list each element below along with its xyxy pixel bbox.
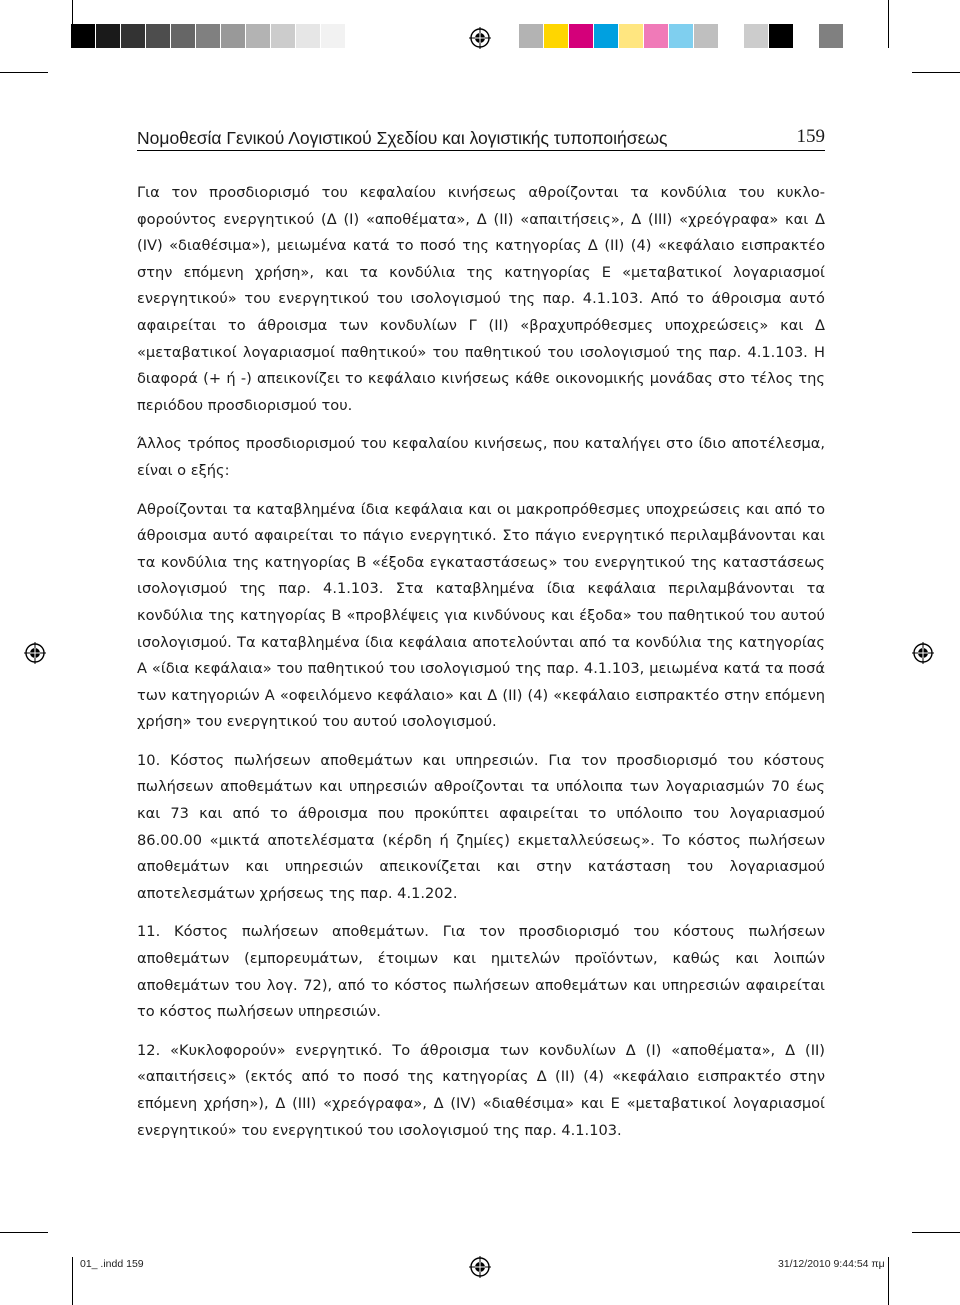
crop-mark-top-left-h (0, 72, 48, 73)
color-swatch (171, 24, 195, 48)
color-swatch (196, 24, 220, 48)
color-swatch (569, 24, 593, 48)
paragraph: 10. Κόστος πωλήσεων αποθεμάτων και υπηρεσιών. Για τον προσδιορισμό του κόστους πωλήσεων αποθεμάτων και υπηρεσιών αθροίζονται τα υπόλοιπα των λογαριασμών 70 έως και 73 και από το άθροισμα που προκύπτει αφαιρείται το υπόλοιπο του λογαριασμού 86.00.00 «μικτά αποτελέσματα (κέρδη ή ζημίες) εκμεταλλεύσεως». Το κόστος πωλήσεων αποθεμάτων και υπηρεσιών απεικονίζεται και στην κατάσταση του λογαριασμού αποτελεσμάτων χρήσεως της παρ. 4.1.202. (137, 751, 825, 902)
color-swatch (221, 24, 245, 48)
page-number: 159 (796, 126, 825, 147)
color-swatch (271, 24, 295, 48)
color-swatch (594, 24, 618, 48)
color-swatch (544, 24, 568, 48)
paragraph: 11. Κόστος πωλήσεων αποθεμάτων. Για τον προσδιορισμό του κόστους πωλήσεων αποθεμάτων (εμπορευμάτων, έτοιμων και ημιτελών προϊόντων, καθώς και λοιπών αποθεμάτων του λογ. 72), από το κόστος πωλήσεων αποθεμάτων και υπηρεσιών αφαιρείται το κόστος πωλήσεων υπηρεσιών. (137, 923, 825, 1021)
crop-mark-bottom-left-v (72, 1257, 73, 1305)
registration-mark-right-icon (912, 642, 934, 664)
color-swatch (121, 24, 145, 48)
crop-mark-bottom-right-h (912, 1232, 960, 1233)
color-bar-left (71, 24, 371, 48)
color-swatch (794, 24, 818, 48)
color-swatch (146, 24, 170, 48)
crop-mark-bottom-right-v (888, 1257, 889, 1305)
paragraph: Αθροίζονται τα καταβλημένα ίδια κεφάλαια και οι μακροπρόθεσμες υποχρεώσεις και από το άθροισμα αυτό αφαιρείται το πάγιο ενεργητικό. Στο πάγιο ενεργητικό περιλαμβάνονται και τα κονδύλια της κατηγορίας Β «έξοδα εγκαταστάσεως» του ενεργητικού της καταστάσεως ισολογισμού της παρ. 4.1.103. Στα καταβλημένα ίδια κεφάλαια περιλαμβάνονται τα κονδύλια της κατηγορίας Β «προβλέψεις για κινδύνους και έξοδα» του παθητικού του αυτού ισολογισμού. Τα καταβλημένα ίδια κεφάλαια αποτελούνται από τα κονδύλια της κατηγορίας Α «ίδια κεφάλαια» του παθητικού του ισολογισμού της παρ. 4.1.103, μειωμένα κατά τα ποσά των κατηγοριών Α «οφειλόμενο κεφάλαιο» και Δ (ΙΙ) (4) «κεφάλαιο εισπρακτέο στην επόμενη χρήση» του ενεργητικού του αυτού ισολογισμού. (137, 500, 825, 731)
color-swatch (819, 24, 843, 48)
color-swatch (296, 24, 320, 48)
registration-mark-bottom-icon (469, 1256, 491, 1278)
color-swatch (719, 24, 743, 48)
paragraph: 12. «Κυκλοφορούν» ενεργητικό. Το άθροισμα των κονδυλίων Δ (Ι) «αποθέματα», Δ (ΙΙ) «απαιτήσεις» (εκτός από το ποσό της κατηγορίας Δ (ΙΙ) (4) «κεφάλαιο εισπρακτέο στην επόμενη χρήση»), Δ (ΙΙΙ) «χρεόγραφα», Δ (IV) «διαθέσιμα» και Ε «μεταβατικοί λογαριασμοί ενεργητικού» του ενεργητικού του ισολογισμού της παρ. 4.1.103. (137, 1041, 825, 1139)
color-swatch (321, 24, 345, 48)
slug-filename: 01_ .indd 159 (80, 1258, 144, 1270)
crop-mark-bottom-left-h (0, 1232, 48, 1233)
color-swatch (694, 24, 718, 48)
running-header (137, 126, 825, 151)
color-swatch (346, 24, 370, 48)
color-swatch (744, 24, 768, 48)
crop-mark-top-right-h (912, 72, 960, 73)
color-swatch (96, 24, 120, 48)
slug-timestamp: 31/12/2010 9:44:54 πμ (778, 1258, 885, 1270)
color-swatch (246, 24, 270, 48)
paragraph: Άλλος τρόπος προσδιορισμού του κεφαλαίου κινήσεως, που καταλήγει στο ίδιο αποτέλεσμα, είναι ο εξής: (137, 435, 825, 479)
color-swatch (519, 24, 543, 48)
crop-mark-top-right-v (888, 0, 889, 48)
color-swatch (619, 24, 643, 48)
body-text (137, 180, 825, 1156)
color-swatch (769, 24, 793, 48)
running-title: Νομοθεσία Γενικού Λογιστικού Σχεδίου και λογιστικής τυποποιήσεως (137, 128, 668, 148)
registration-mark-top-icon (469, 27, 491, 49)
color-swatch (71, 24, 95, 48)
color-swatch (669, 24, 693, 48)
crop-mark-top-left-v (72, 0, 73, 48)
color-bar-right (519, 24, 844, 48)
color-swatch (644, 24, 668, 48)
registration-mark-left-icon (24, 642, 46, 664)
paragraph: Για τον προσδιορισμό του κεφαλαίου κινήσεως αθροίζονται τα κονδύλια του κυκλοφορούντος ενεργητικού (Δ (Ι) «αποθέματα», Δ (ΙΙ) «απαιτήσεις», Δ (ΙΙΙ) «χρεόγραφα» και Δ (IV) «διαθέσιμα»), μειωμένα κατά το ποσό της κατηγορίας Δ (ΙΙ) (4) «κεφάλαιο εισπρακτέο στην επόμενη χρήση», και τα κονδύλια της κατηγορίας Ε «μεταβατικοί λογαριασμοί ενεργητικού» του ενεργητικού του ισολογισμού της παρ. 4.1.103. Από το άθροισμα αυτό αφαιρείται το άθροισμα των κονδυλίων Γ (ΙΙ) «βραχυπρόθεσμες υποχρεώσεις» και Δ «μεταβατικοί λογαριασμοί παθητικού» του παθητικού του ισολογισμού της παρ. 4.1.103. Η διαφορά (+ ή -) απεικονίζει το κεφάλαιο κινήσεως κάθε οικονομικής μονάδας στο τέλος της περιόδου προσδιορισμού του. (137, 184, 825, 414)
